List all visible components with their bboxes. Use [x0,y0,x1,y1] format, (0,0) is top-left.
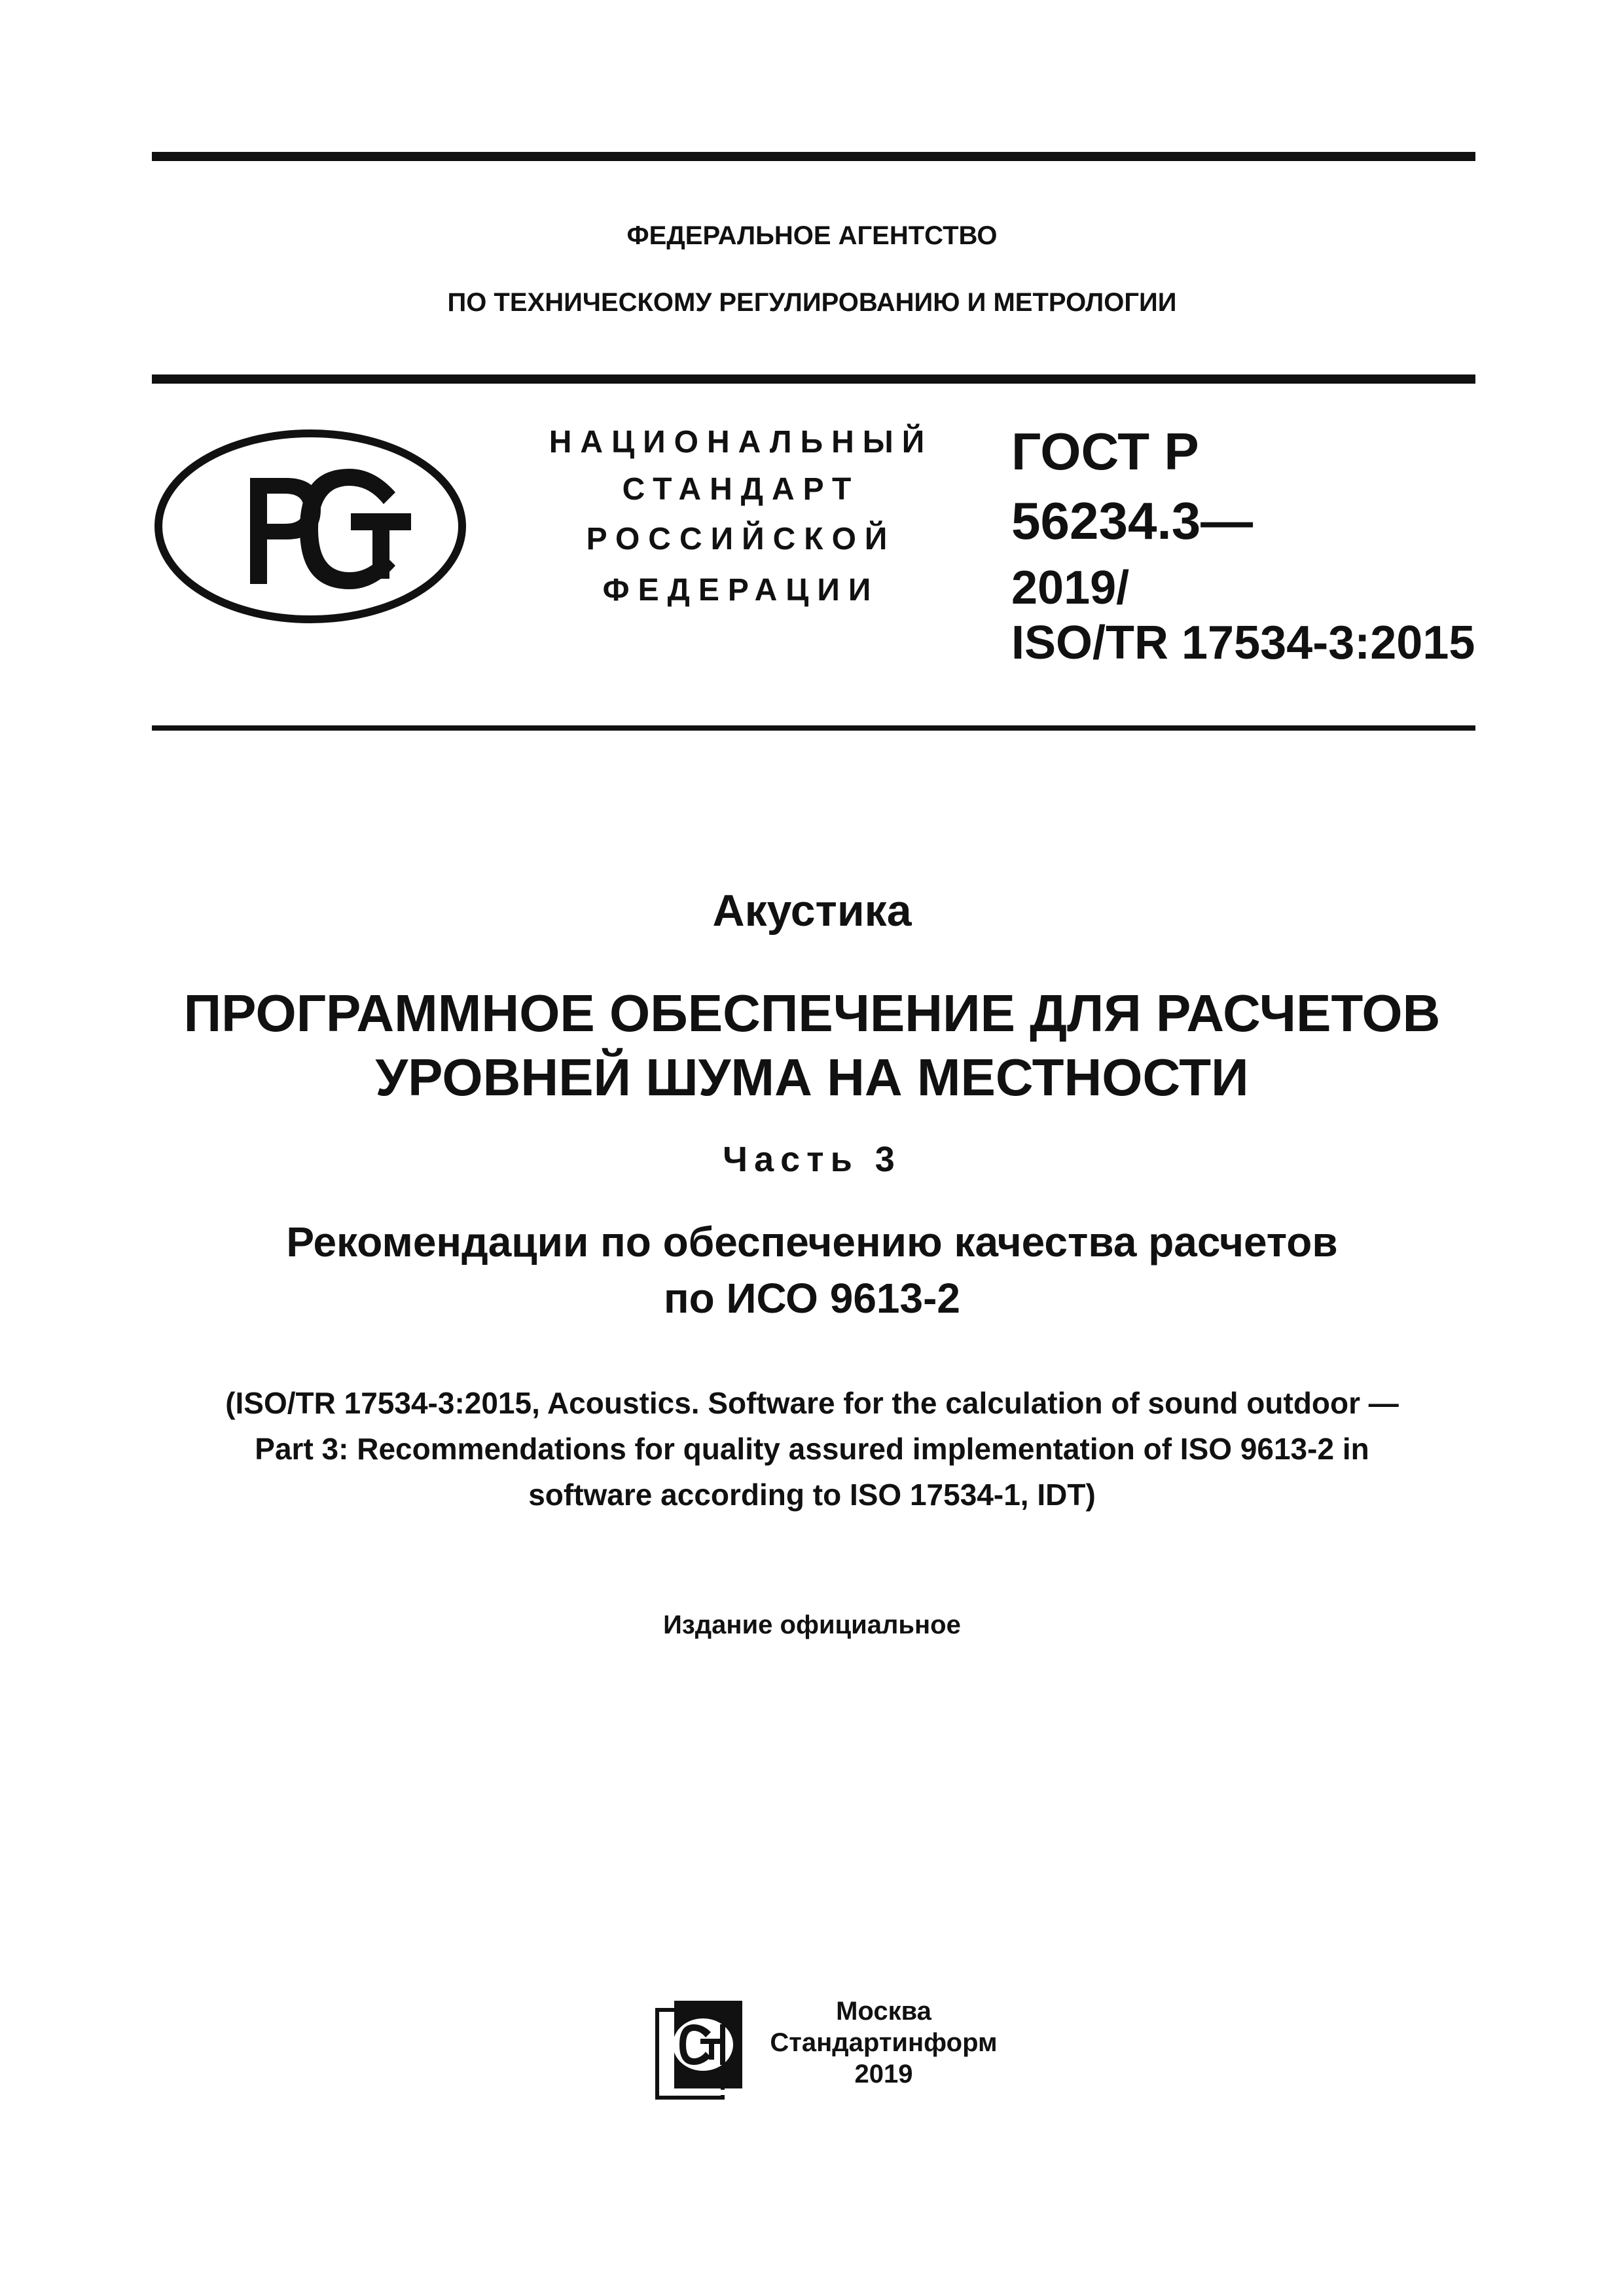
publisher-name: Стандартинформ [770,2028,998,2057]
main-title-line-1: ПРОГРАММНОЕ ОБЕСПЕЧЕНИЕ ДЛЯ РАСЧЕТОВ [183,984,1441,1042]
standartinform-logo [655,1998,746,2103]
standard-type-line-3: РОССИЙСКОЙ [586,522,896,556]
agency-line-1: ФЕДЕРАЛЬНОЕ АГЕНТСТВО [626,221,998,250]
gost-designation-line-4: ISO/TR 17534-3:2015 [1011,617,1475,669]
original-reference-line-3: software according to ISO 17534-1, IDT) [528,1478,1096,1512]
agency-line-2: ПО ТЕХНИЧЕСКОМУ РЕГУЛИРОВАНИЮ И МЕТРОЛОГИИ [447,288,1177,317]
standartinform-logo-icon [655,1998,746,2103]
gost-designation-line-1: ГОСТ Р [1011,422,1199,481]
original-reference-line-1: (ISO/TR 17534-3:2015, Acoustics. Software for the calculation of sound outdoor — [225,1386,1399,1420]
designation-rule [152,725,1475,731]
gost-r-mark-logo [152,427,469,626]
standard-type-line-4: ФЕДЕРАЦИИ [602,573,880,608]
publisher-year: 2019 [854,2060,913,2088]
gost-designation-line-3: 2019/ [1011,562,1130,614]
top-rule [152,152,1475,161]
gost-r-mark-icon [152,427,469,626]
subtitle-line-1: Рекомендации по обеспечению качества расчетов [286,1218,1338,1266]
gost-designation-line-2: 56234.3— [1011,492,1254,550]
standard-type-line-1: НАЦИОНАЛЬНЫЙ [549,425,933,460]
part-label: Часть 3 [723,1140,901,1179]
standard-type-line-2: СТАНДАРТ [622,472,860,507]
subtitle-line-2: по ИСО 9613-2 [664,1275,960,1322]
publisher-city: Москва [836,1997,931,2026]
topic-title: Акустика [712,886,912,936]
header-rule [152,374,1475,384]
original-reference-line-2: Part 3: Recommendations for quality assured implementation of ISO 9613-2 in [255,1432,1369,1466]
main-title-line-2: УРОВНЕЙ ШУМА НА МЕСТНОСТИ [375,1048,1249,1106]
edition-label: Издание официальное [663,1611,961,1639]
